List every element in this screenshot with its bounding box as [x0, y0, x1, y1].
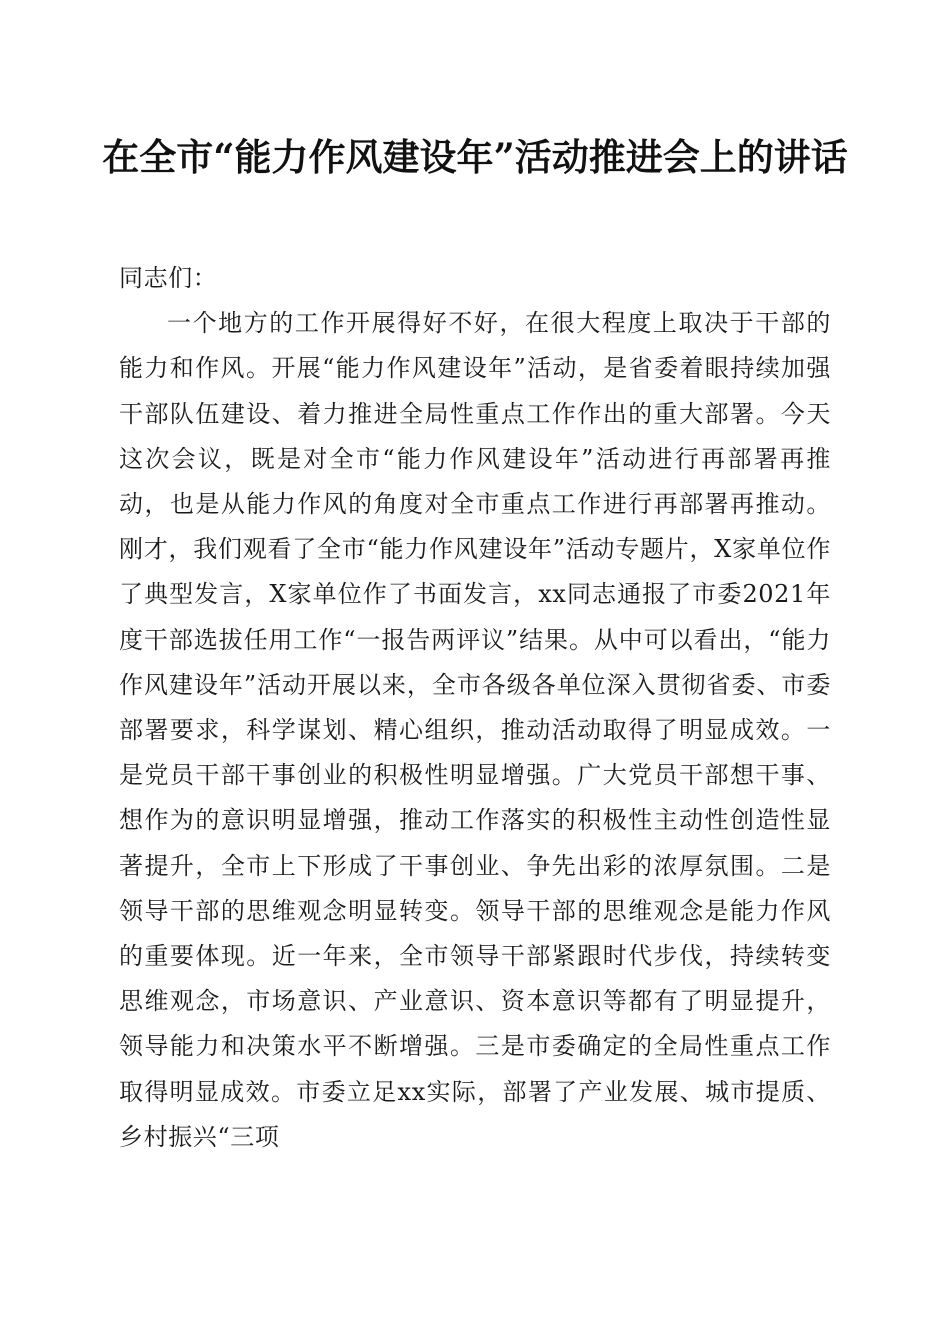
- body-paragraph: 一个地方的工作开展得好不好，在很大程度上取决于干部的能力和作风。开展“能力作风建设年”活动，是省委着眼持续加强干部队伍建设、着力推进全局性重点工作作出的重大部署。今天这次会议，既是对全市“能力作风建设年”活动进行再部署再推动，也是从能力作风的角度对全市重点工作进行再部署再推动。刚才，我们观看了全市“能力作风建设年”活动专题片，X家单位作了典型发言，X家单位作了书面发言，xx同志通报了市委2021年度干部选拔任用工作“一报告两评议”结果。从中可以看出，“能力作风建设年”活动开展以来，全市各级各单位深入贯彻省委、市委部署要求，科学谋划、精心组织，推动活动取得了明显成效。一是党员干部干事创业的积极性明显增强。广大党员干部想干事、想作为的意识明显增强，推动工作落实的积极性主动性创造性显著提升，全市上下形成了干事创业、争先出彩的浓厚氛围。二是领导干部的思维观念明显转变。领导干部的思维观念是能力作风的重要体现。近一年来，全市领导干部紧跟时代步伐，持续转变思维观念，市场意识、产业意识、资本意识等都有了明显提升，领导能力和决策水平不断增强。三是市委确定的全局性重点工作取得明显成效。市委立足xx实际，部署了产业发展、城市提质、乡村振兴“三项: [119, 309, 831, 1151]
- salutation: 同志们：: [119, 264, 218, 292]
- document-title: 在全市“能力作风建设年”活动推进会上的讲话: [102, 135, 848, 179]
- document-body: [119, 256, 831, 1160]
